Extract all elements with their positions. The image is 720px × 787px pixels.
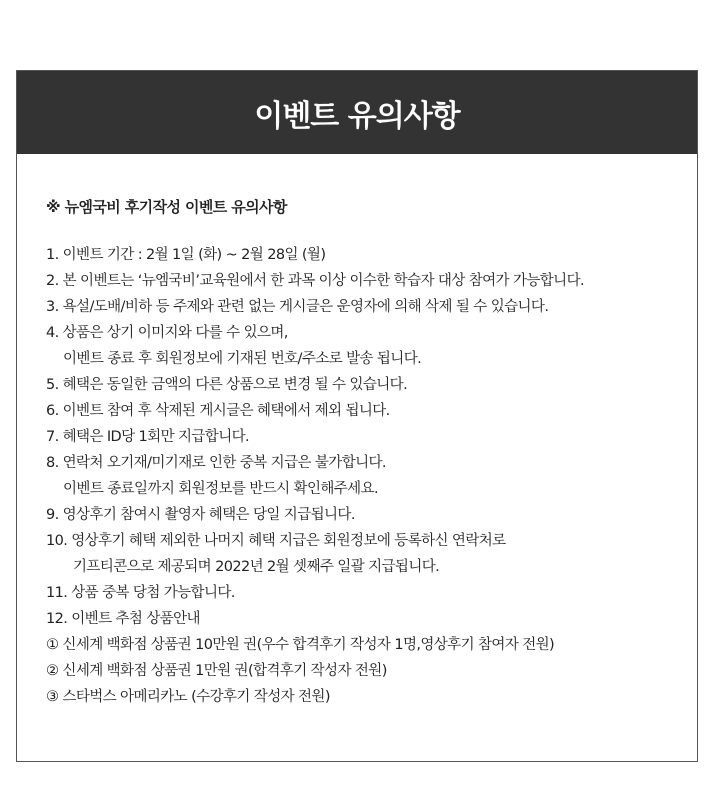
notice-item-2: 2. 본 이벤트는 ‘뉴엠국비’교육원에서 한 과목 이상 이수한 학습자 대상 참여가 가능합니다. <box>46 273 585 289</box>
notice-item-10: 10. 영상후기 혜택 제외한 나머지 혜택 지급은 회원정보에 등록하신 연락처로 <box>46 533 506 549</box>
notice-body <box>17 154 697 710</box>
notice-box <box>16 70 698 762</box>
notice-subtitle: ※ 뉴엠국비 후기작성 이벤트 유의사항 <box>46 198 287 216</box>
notice-item-6: 6. 이벤트 참여 후 삭제된 게시글은 혜택에서 제외 됩니다. <box>46 403 390 419</box>
notice-item-8-continued: 이벤트 종료일까지 회원정보를 반드시 확인해주세요. <box>63 481 378 497</box>
notice-item-1: 1. 이벤트 기간 : 2월 1일 (화) ~ 2월 28일 (월) <box>46 247 326 263</box>
notice-item-4-continued: 이벤트 종료 후 회원정보에 기재된 번호/주소로 발송 됩니다. <box>63 351 422 367</box>
notice-item-4: 4. 상품은 상기 이미지와 다를 수 있으며, <box>46 325 288 341</box>
notice-header <box>17 71 697 154</box>
notice-item-3: 3. 욕설/도배/비하 등 주제와 관련 없는 게시글은 운영자에 의해 삭제 될 수 있습니다. <box>46 299 549 315</box>
notice-item-7: 7. 혜택은 ID당 1회만 지급합니다. <box>46 429 250 445</box>
notice-item-12: 12. 이벤트 추첨 상품안내 <box>46 611 200 627</box>
notice-item-10-continued: 기프티콘으로 제공되며 2022년 2월 셋째주 일괄 지급됩니다. <box>73 559 440 575</box>
notice-item-8: 8. 연락처 오기재/미기재로 인한 중복 지급은 불가합니다. <box>46 455 386 471</box>
notice-item-11: 11. 상품 중복 당첨 가능합니다. <box>46 585 235 601</box>
notice-item-9: 9. 영상후기 참여시 촬영자 혜택은 당일 지급됩니다. <box>46 507 355 523</box>
prize-item-3: ③ 스타벅스 아메리카노 (수강후기 작성자 전원) <box>46 689 330 705</box>
page-title: 이벤트 유의사항 <box>254 98 460 134</box>
prize-item-1: ① 신세계 백화점 상품권 10만원 권(우수 합격후기 작성자 1명,영상후기 참여자 전원) <box>46 637 555 653</box>
notice-item-5: 5. 혜택은 동일한 금액의 다른 상품으로 변경 될 수 있습니다. <box>46 377 408 393</box>
prize-item-2: ② 신세계 백화점 상품권 1만원 권(합격후기 작성자 전원) <box>46 663 387 679</box>
